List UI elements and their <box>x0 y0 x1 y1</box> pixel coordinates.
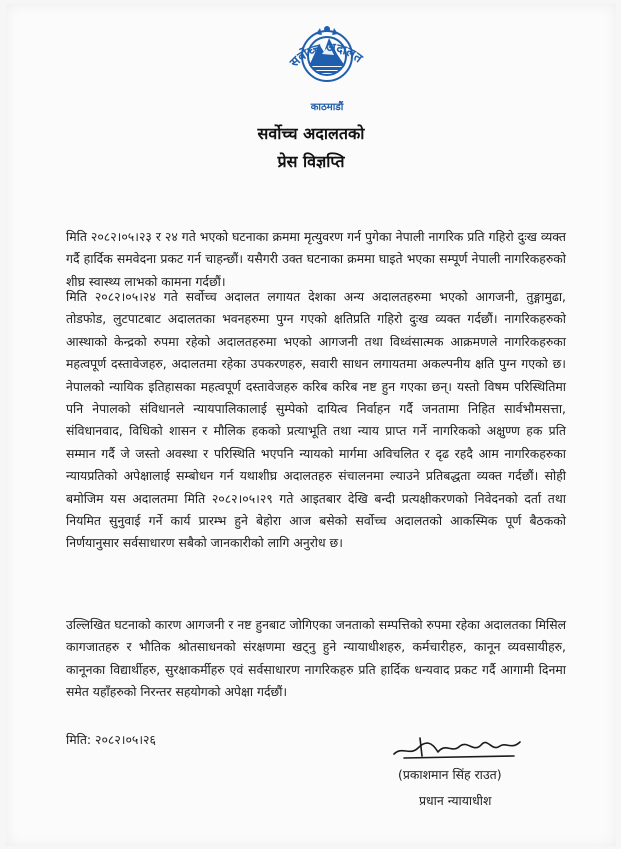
supreme-court-emblem-icon <box>272 14 382 114</box>
document-heading: सर्वोच्च अदालतको <box>257 124 365 143</box>
press-release-page <box>6 4 616 846</box>
handwritten-signature-icon <box>388 732 528 768</box>
emblem-text-top: सर्वोच्च अदालत <box>286 39 366 70</box>
signatory-title: प्रधान न्यायाधीश <box>419 793 492 808</box>
paragraph-court-damage: मिति २०८२।०५।२४ गते सर्वोच्च अदालत लगायत देशका अन्य अदालतहरुमा भएको आगजनी, तुङ्गामुढा, तोडफोड, लुटपाटबाट अदालतका भवनहरुमा पुग्न गएको क्षतिप्रति गहिरो दुःख व्यक्त गर्दछौं। नागरिकहरुको आस्थाको केन्द्रको रुपमा रहेको अदालतहरुमा भएको आगजनी तथा विध्वंसात्मक आक्रमणले नागरिकहरुका महत्वपूर्ण दस्तावेजहरु, अदालतमा रहेका उपकरणहरु, सवारी साधन लगायतमा अकल्पनीय क्षति पुग्न गएको छ। नेपालको न्यायिक इतिहासका महत्वपूर्ण दस्तावेजहरु करिब करिब नष्ट हुन गएका छन्। यस्तो विषम परिस्थितिमा पनि नेपालको संविधानले न्यायपालिकालाई सुम्पेको दायित्व निर्वाहन गर्दै जनतामा निहित सार्वभौमसत्ता, संविधानवाद, विधिको शासन र मौलिक हकको प्रत्याभूति तथा न्याय प्राप्त गर्ने नागरिकको अक्षुण्ण हक प्रति सम्मान गर्दै जे जस्तो अवस्था र परिस्थिति भएपनि न्यायको मार्गमा अविचलित र दृढ रहदै आम नागरिकहरुका न्यायप्रतिको अपेक्षालाई सम्बोधन गर्न यथाशीघ्र अदालतहरु संचालनमा ल्याउने प्रतिबद्धता व्यक्त गर्दछौं। सोही बमोजिम यस अदालतमा मिति २०८२।०५।२९ गते आइतबार देखि बन्दी प्रत्यक्षीकरणको निवेदनको दर्ता तथा नियमित सुनुवाई गर्ने कार्य प्रारम्भ हुने बेहोरा आज बसेको सर्वोच्च अदालतको आकस्मिक पूर्ण बैठकको निर्णयानुसार सर्वसाधारण सबैको जानकारीको लागि अनुरोध छ। <box>66 289 566 551</box>
emblem-text-bottom: काठमाडौं <box>310 102 344 113</box>
signatory-name: (प्रकाशमान सिंह राउत) <box>398 767 502 782</box>
paragraph-gratitude: उल्लिखित घटनाको कारण आगजनी र नष्ट हुनबाट जोगिएका जनताको सम्पत्तिको रुपमा रहेका अदालतका मिसिल कागजातहरु र भौतिक श्रोतसाधनको संरक्षणमा खट्नु हुने न्यायाधीशहरु, कर्मचारीहरु, कानून व्यवसायीहरु, कानूनका विद्यार्थीहरु, सुरक्षाकर्मीहरु एवं सर्वसाधारण नागरिकहरु प्रति हार्दिक धन्यवाद प्रकट गर्दै आगामी दिनमा समेत यहाँहरुको निरन्तर सहयोगको अपेक्षा गर्दछौं। <box>66 617 566 700</box>
paragraph-condolence: मिति २०८२।०५।२३ र २४ गते भएको घटनाका क्रममा मृत्युवरण गर्न पुगेका नेपाली नागरिक प्रति गहिरो दुःख व्यक्त गर्दै हार्दिक समवेदना प्रकट गर्न चाहन्छौं। यसैगरी उक्त घटनाका क्रममा घाइते भएका सम्पूर्ण नेपाली नागरिकहरुको शीघ्र स्वास्थ्य लाभको कामना गर्दछौं। <box>66 229 566 289</box>
document-subheading: प्रेस विज्ञप्ति <box>277 152 345 171</box>
issue-date: मिति: २०८२।०५।२६ <box>66 732 156 747</box>
